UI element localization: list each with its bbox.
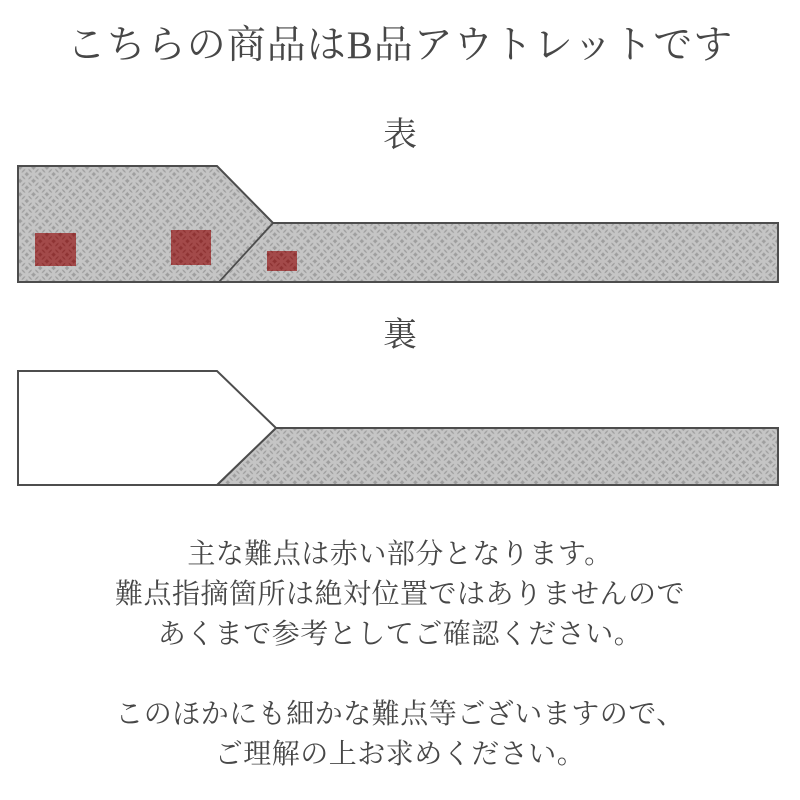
front-obi-outline <box>18 166 778 282</box>
note-line: ご理解の上お求めください。 <box>214 739 586 770</box>
defect-marker <box>35 233 76 266</box>
defect-marker <box>267 251 297 271</box>
defect-explanation-note <box>0 535 800 655</box>
back-side-label: 裏 <box>383 317 417 354</box>
back-obi-strip <box>217 428 778 485</box>
note-line: 主な難点は赤い部分となります。 <box>187 539 613 570</box>
additional-defects-note <box>0 695 800 775</box>
note-line: このほかにも細かな難点等ございますので、 <box>115 699 685 730</box>
note-line: あくまで参考としてご確認ください。 <box>157 619 643 650</box>
back-obi-diagram <box>18 371 778 485</box>
note-line: 難点指摘箇所は絶対位置ではありませんので <box>114 579 685 610</box>
defect-marker <box>171 230 211 265</box>
page-title: こちらの商品はB品アウトレットです <box>66 24 734 67</box>
front-side-label: 表 <box>383 117 417 154</box>
front-obi-diagram <box>18 166 778 282</box>
